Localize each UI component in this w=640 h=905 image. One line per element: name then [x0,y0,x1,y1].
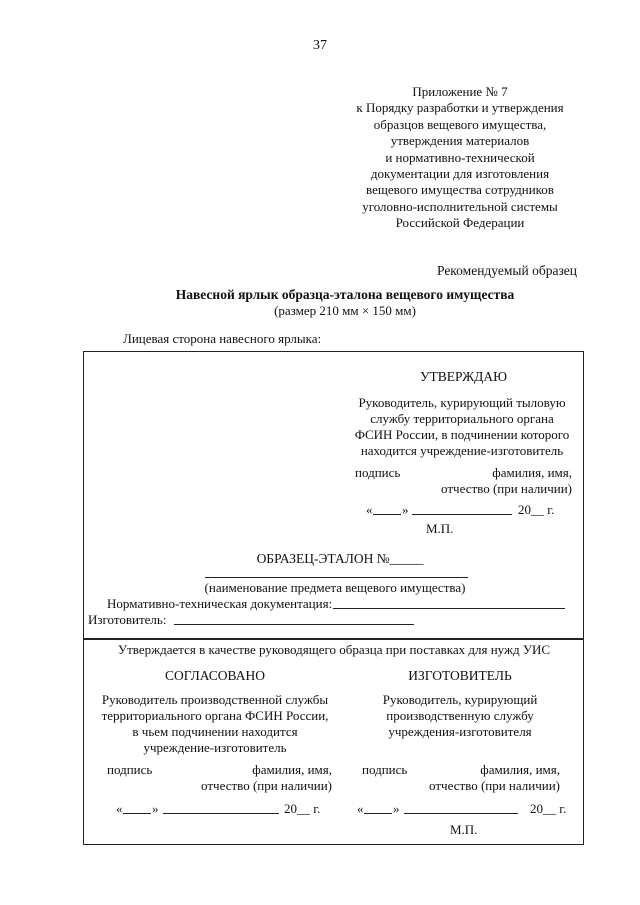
manufacturer-label: Изготовитель: [88,612,167,627]
approved-note: Утверждается в качестве руководящего образца при поставках для нужд УИС [117,642,551,657]
appendix-line: Российской Федерации [395,215,525,231]
approve-year: 20__ г. [518,502,555,517]
manufacturer-name-label-2: отчество (при наличии) [429,778,560,793]
agreed-line: Руководитель производственной службы [101,692,329,707]
appendix-line: к Порядку разработки и утверждения [356,100,564,116]
document-title: Навесной ярлык образца-эталона вещевого имущества [175,287,515,302]
section-divider [84,638,584,640]
agreed-name-label-2: отчество (при наличии) [201,778,332,793]
manufacturer-signature-label: подпись [362,762,408,777]
agreed-line: территориального органа ФСИН России, [101,708,329,723]
manufacturer-heading: ИЗГОТОВИТЕЛЬ [408,668,512,683]
appendix-line: вещевого имущества сотрудников [366,182,554,198]
item-name-caption: (наименование предмета вещевого имущества) [204,580,466,595]
approve-line: службу территориального органа [370,411,554,426]
approve-name-label-2: отчество (при наличии) [441,481,572,496]
agreed-name-label: фамилия, имя, [252,762,332,777]
appendix-block [340,84,580,232]
appendix-line: образцов вещевого имущества, [373,116,547,132]
front-side-label: Лицевая сторона навесного ярлыка: [123,331,322,346]
size-note: (размер 210 мм × 150 мм) [274,303,416,318]
manufacturer-month-line [404,813,518,814]
agreed-date-open: « [116,801,123,816]
manufacturer-line [174,624,414,625]
approve-stamp: М.П. [426,521,454,536]
approve-month-line [412,514,512,515]
item-name-line [205,577,468,578]
manufacturer-role-line: учреждения-изготовителя [388,724,532,739]
approve-day-line [373,514,401,515]
approve-line: находится учреждение-изготовитель [360,443,564,458]
manufacturer-name-label: фамилия, имя, [480,762,560,777]
sample-number-label: ОБРАЗЕЦ-ЭТАЛОН №_____ [256,551,424,566]
manufacturer-role-line: Руководитель, курирующий [382,692,538,707]
appendix-line: документации для изготовления [370,166,550,182]
manufacturer-day-line [364,813,392,814]
manufacturer-stamp: М.П. [450,822,478,837]
agreed-month-line [163,813,279,814]
approve-date-open: « [366,502,373,517]
agreed-date-close: » [152,801,159,816]
agreed-line: в чьем подчинении находится [132,724,298,739]
approve-signature-label: подпись [355,465,401,480]
approve-line: ФСИН России, в подчинении которого [354,427,570,442]
approve-name-label: фамилия, имя, [492,465,572,480]
agreed-heading: СОГЛАСОВАНО [165,668,265,683]
agreed-day-line [123,813,151,814]
approve-line: Руководитель, курирующий тыловую [358,395,566,410]
page-number: 37 [313,38,327,53]
agreed-year: 20__ г. [284,801,321,816]
agreed-signature-label: подпись [107,762,153,777]
recommended-sample-note: Рекомендуемый образец [436,263,577,278]
approve-heading: УТВЕРЖДАЮ [420,369,508,384]
appendix-line: утверждения материалов [390,133,530,149]
manufacturer-date-open: « [357,801,364,816]
manufacturer-role-line: производственную службу [386,708,534,723]
normative-doc-label: Нормативно-техническая документация: [107,596,333,611]
approve-date-close: » [402,502,409,517]
manufacturer-year: 20__ г. [530,801,567,816]
normative-doc-line [333,608,565,609]
appendix-line: Приложение № 7 [412,84,508,99]
manufacturer-date-close: » [393,801,400,816]
agreed-line: учреждение-изготовитель [143,740,287,755]
appendix-line: уголовно-исполнительной системы [362,198,558,214]
appendix-line: и нормативно-технической [385,149,535,165]
